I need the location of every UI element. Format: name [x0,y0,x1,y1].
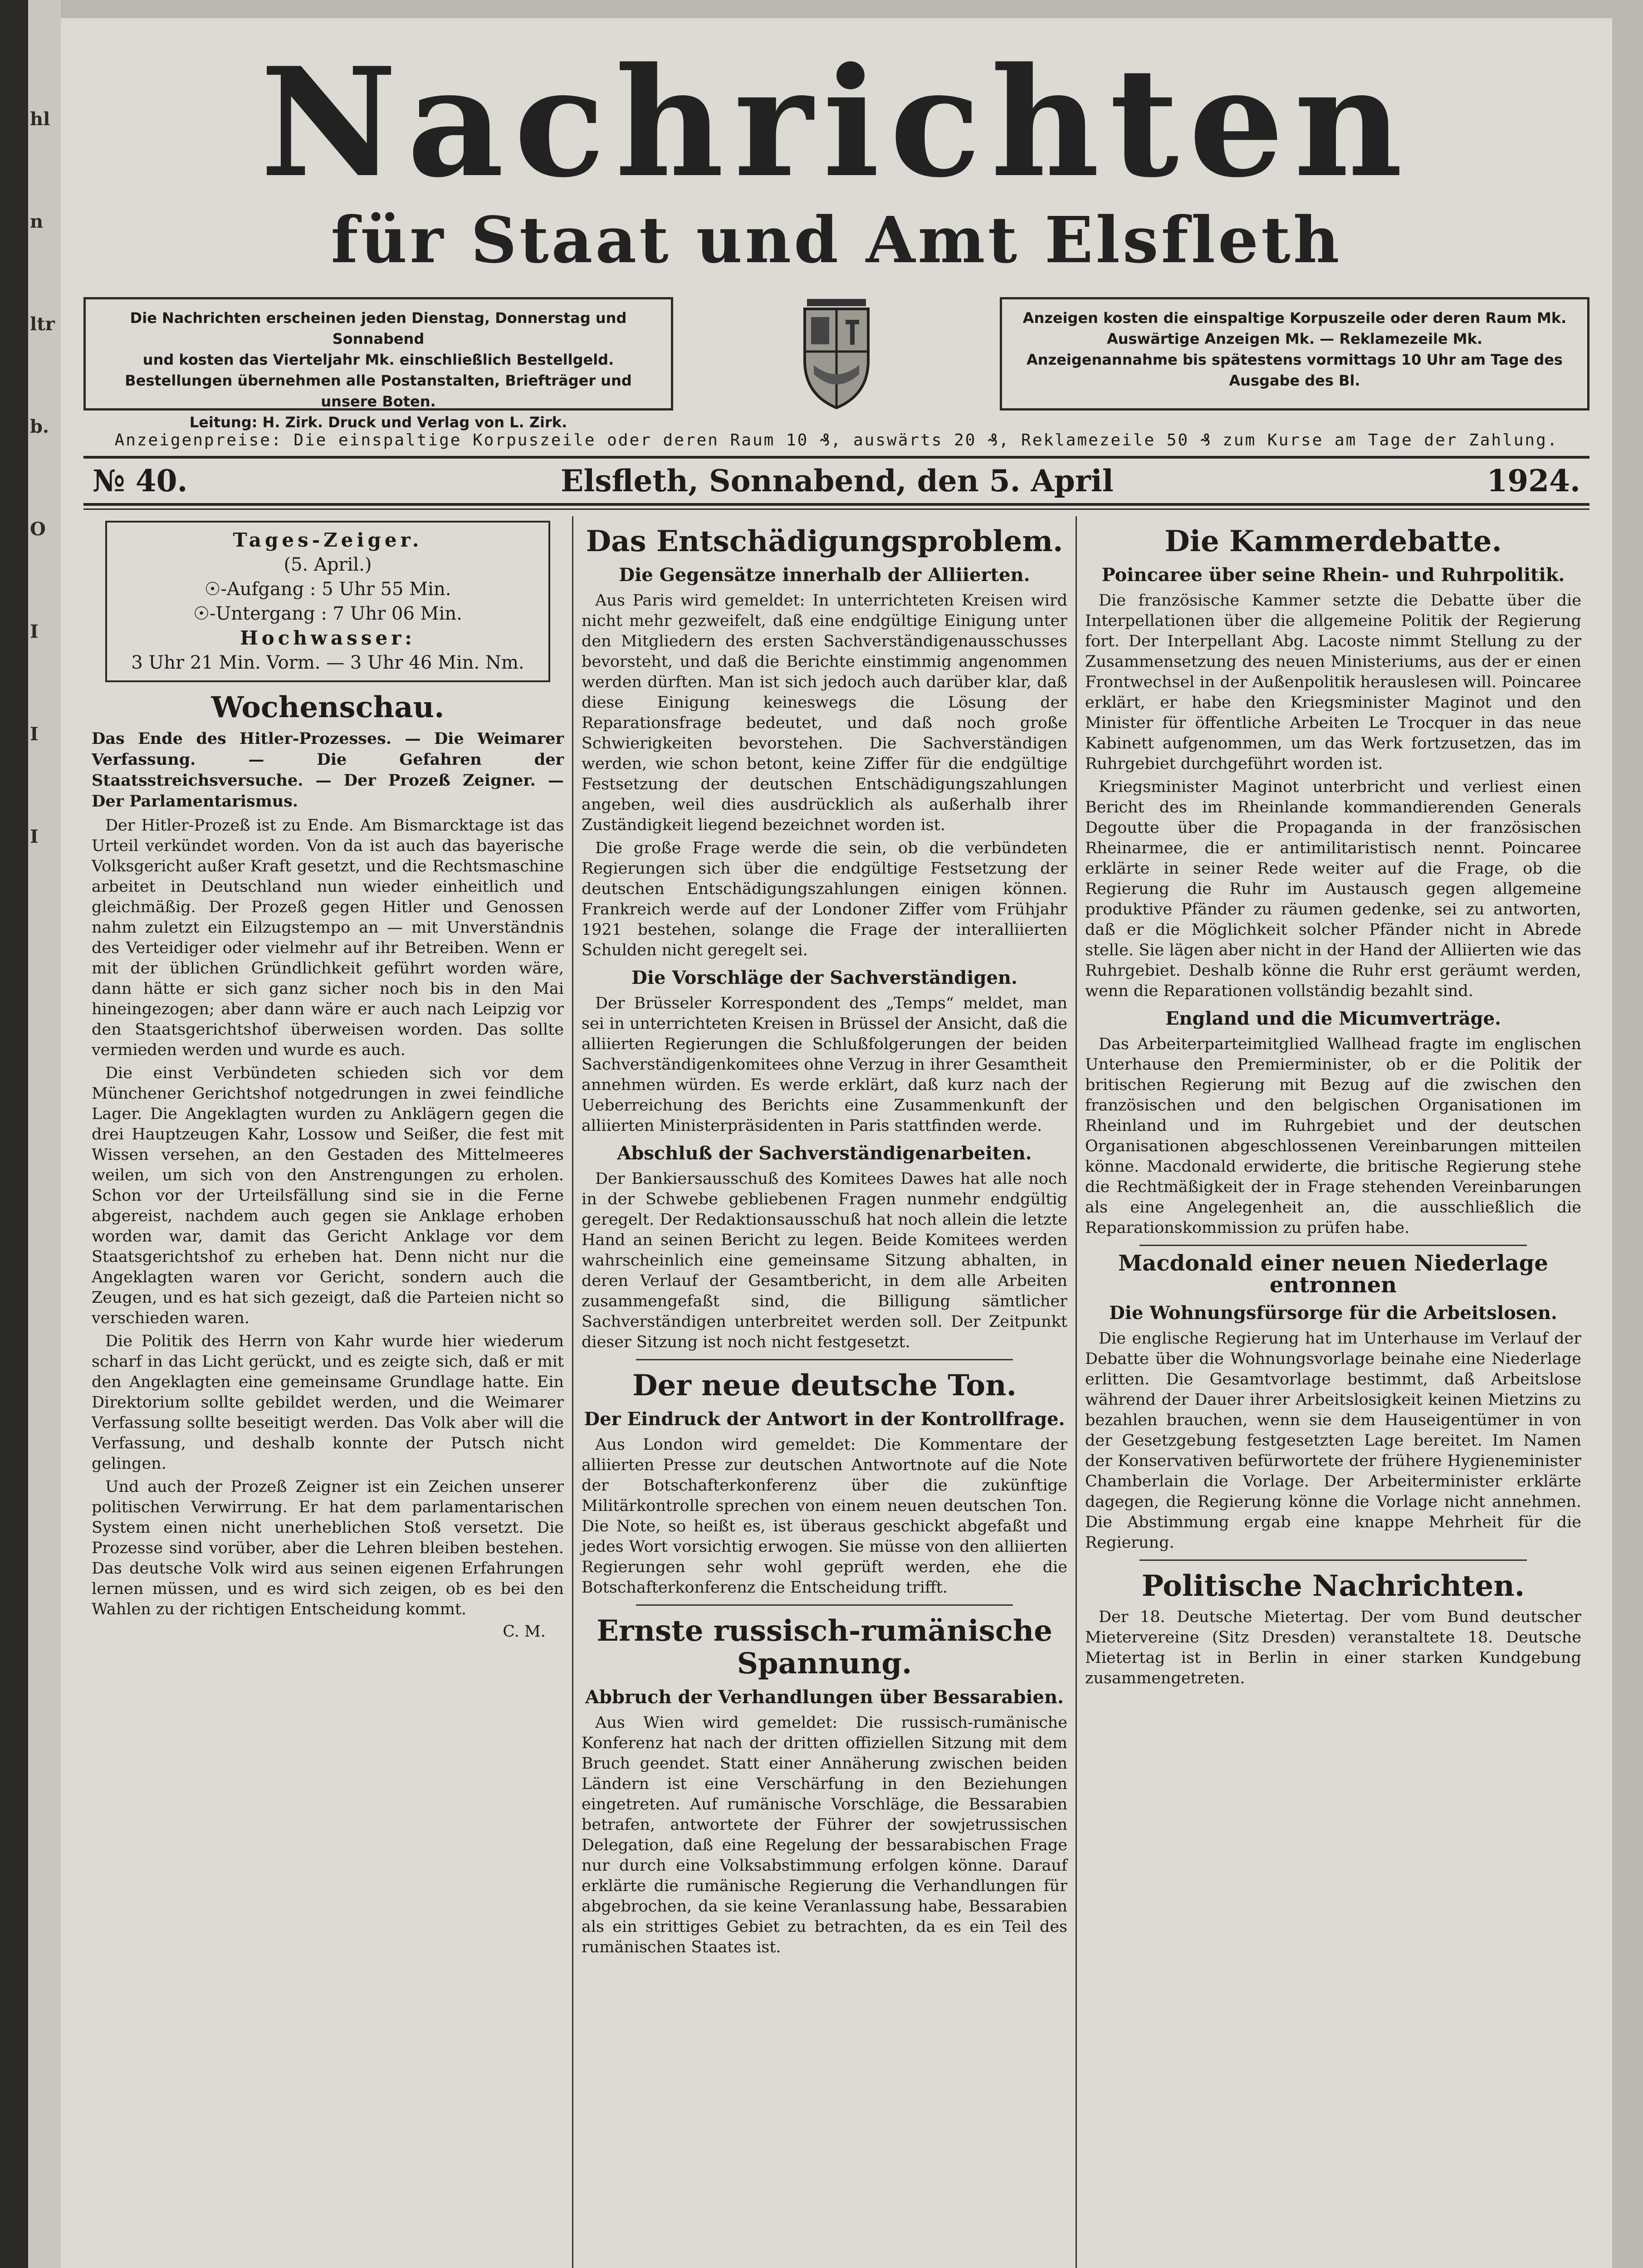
article-subheading: Die Wohnungsfürsorge für die Arbeitslosen. [1109,1302,1557,1324]
article-paragraph: Die englische Regierung hat im Unterhause im Verlauf der Debatte über die Wohnungsvorlage beinahe eine Niederlage erlitten. Die Gesamtvorlage bestimmt, daß Arbeitslose während der Dauer ihrer Arbeitslosigkeit keinen Mietzins zu bezahlen brauchen, wenn sie dem Hauseigentümer in von der Gesetzgebung festgesetzten Lage bereitet. Im Namen der Konservativen befürwortete der frühere Hygieneminister Chamberlain die Vorlage. Der Arbeiterminister erklärte dagegen, die Regierung könne die Vorlage nicht annehmen. Die Abstimmung ergab eine knappe Mehrheit für die Regierung. [1085,1330,1581,1552]
strip-fragment: I [30,621,39,642]
separator [1139,1245,1527,1246]
issue-number: № 40. [93,463,188,499]
article-paragraph: Aus London wird gemeldet: Die Kommentare der alliierten Presse zur deutschen Antwortnote auf die Note der Botschafterkonferenz über die zukünftige Militärkontrolle sprechen von einem neuen deutschen Ton. Die Note, so heißt es, ist überaus geschickt abgefaßt und jedes Wort vorsichtig erwogen. Sie müsse von den alliierten Regierungen sehr wohl geprüft werden, ehe die Botschafterkonferenz die Entscheidung trifft. [582,1436,1067,1597]
article-subheading: Abschluß der Sachverständigenarbeiten. [617,1143,1032,1164]
article-paragraph: Die Politik des Herrn von Kahr wurde hier wiederum scharf in das Licht gerückt, und es zeigte sich, daß er mit den Angeklagten eine gemeinsame Grundlage hatte. Ein Direktorium sollte gebildet werden, und die Weimarer Verfassung sollte beseitigt werden. Das Volk aber will die Verfassung, und deshalb konnte der Putsch nicht gelingen. [92,1332,564,1473]
coat-of-arms-icon [791,293,882,415]
info-line: Ausgabe des Bl. [1229,372,1360,389]
tageszeiger-box [105,521,550,682]
adjacent-page-strip [28,0,61,2268]
advertising-info-box [1000,297,1589,411]
tageszeiger-date: (5. April.) [284,554,372,575]
article-heading: Macdonald einer neuen Niederlage entronnen [1118,1251,1548,1298]
article-paragraph: Der Brüsseler Korrespondent des „Temps“ meldet, man sei in unterrichteten Kreisen in Brüssel der Ansicht, daß die alliierten Regierungen die Schlußfolgerungen der beiden Sachverständigenkomitees ohne Verzug in ihrer Gesamtheit annehmen würden. Es werde erklärt, daß kurz nach der Ueberreichung des Berichts eine Zusammenkunft der alliierten Ministerpräsidenten in Paris stattfinden werde. [582,994,1067,1135]
tageszeiger-title: Tages-Zeiger. [233,529,423,551]
info-line: Leitung: H. Zirk. Druck und Verlag von L. Zirk. [189,414,567,431]
info-line: Bestellungen übernehmen alle Postanstalten, Briefträger und unsere Boten. [125,372,632,410]
strip-fragment: n [30,211,44,232]
info-line: und kosten das Vierteljahr Mk. einschließlich Bestellgeld. [142,351,614,368]
sunrise-time: ☉-Aufgang : 5 Uhr 55 Min. [204,579,451,600]
subscription-info-box [83,297,673,431]
article-paragraph: Die große Frage werde die sein, ob die verbündeten Regierungen sich über die endgültige Festsetzung der deutschen Entschädigungszahlungen einigen können. Frankreich werde auf der Londoner Ziffer vom Frühjahr 1921 bestehen, solange die Frage der interalliierten Schulden nicht geregelt sei. [582,839,1067,959]
article-subheading: Poincaree über seine Rhein- und Ruhrpolitik. [1101,564,1565,586]
article-heading: Der neue deutsche Ton. [632,1369,1017,1403]
article-subheading: England und die Micumverträge. [1165,1008,1501,1029]
article-paragraph: Der Hitler-Prozeß ist zu Ende. Am Bismarcktage ist das Urteil verkündet worden. Von da ist auch das bayerische Volksgericht außer Kraft gesetzt, und die Rechtsmaschine arbeitet in Deutschland nun wieder einheitlich und gleichmäßig. Der Prozeß gegen Hitler und Genossen nahm zuletzt ein Eilzugstempo an — mit Unverständnis des Verteidiger oder vielmehr auf ihr Betreiben. Wenn er mit der üblichen Gründlichkeit geführt worden wäre, dann hätte er sich ganz sicher noch bis in den Mai hineingezogen; aber dann wäre er auch nach Leipzig vor den Staatsgerichtshof überweisen worden. Das sollte vermieden werden und wurde es auch. [92,816,564,1059]
separator [1139,1559,1527,1561]
article-heading: Politische Nachrichten. [1141,1569,1525,1603]
article-paragraph: Die französische Kammer setzte die Debatte über die Interpellationen über die allgemeine Politik der Regierung fort. Der Interpellant Abg. Lacoste nimmt Stellung zu der Zusammensetzung des neuen Ministeriums, aus der er einen Frontwechsel in der Außenpolitik herauslesen will. Poincaree erklärt, er habe den Kriegsminister Maginot und den Minister für öffentliche Arbeiten Le Trocquer in das neue Kabinett aufgenommen, um das Werk fortzusetzen, das im Ruhrgebiet durchgeführt worden ist. [1085,591,1581,773]
article-heading: Wochenschau. [211,690,445,724]
article-lead: Das Ende des Hitler-Prozesses. — Die Weimarer Verfassung. — Die Gefahren der Staatsstreichsversuche. — Der Prozeß Zeigner. — Der Parlamentarismus. [92,729,564,811]
dateline-rule [83,503,1589,506]
article-paragraph: Kriegsminister Maginot unterbricht und verliest einen Bericht des im Rheinlande kommandierenden Generals Degoutte über die Propaganda in der französischen Rheinarmee, die er antimilitaristisch nennt. Poincaree erklärte in seiner Rede weiter auf die Frage, ob die Regierung die Ruhr im Austausch gegen allgemeine produktive Pfänder zu räumen gedenke, sei zu antworten, daß er die Möglichkeit solcher Pfänder nicht in Abrede stelle. Sie lägen aber nicht in der Hand der Alliierten wie das Ruhrgebiet. Deshalb könne die Ruhr erst geräumt werden, wenn die Reparationen vollständig bezahlt sind. [1085,778,1581,1000]
article-subheading: Abbruch der Verhandlungen über Bessarabien. [585,1686,1064,1708]
dateline-rule-thin [83,508,1589,510]
separator [636,1359,1013,1360]
masthead [83,34,1589,278]
article-paragraph: Der Bankiersausschuß des Komitees Dawes hat alle noch in der Schwebe gebliebenen Fragen nunmehr endgültig geregelt. Der Redaktionsausschuß hat noch allein die letzte Hand an seinen Bericht zu legen. Beide Komitees werden wahrscheinlich eine gemeinsame Sitzung abhalten, in deren Verlauf der Gesamtbericht, in dem alle Arbeiten zusammengefaßt sind, die Billigung sämtlicher Sachverständigen unterbreitet werden soll. Der Zeitpunkt dieser Sitzung ist noch nicht festgesetzt. [582,1170,1067,1351]
strip-fragment: O [30,518,46,540]
info-line: Anzeigenannahme bis spätestens vormittags 10 Uhr am Tage des [1027,351,1563,368]
newspaper-title: Nachrichten [260,34,1413,210]
article-paragraph: Aus Wien wird gemeldet: Die russisch-rumänische Konferenz hat nach der dritten offiziellen Sitzung mit dem Bruch geendet. Statt einer Annäherung zwischen beiden Ländern ist eine Verschärfung in den Beziehungen eingetreten. Auf rumänische Vorschläge, die Bessarabien betrafen, antwortete der Führer der sowjetrussischen Delegation, daß eine Regelung der bessarabischen Frage nur durch eine Volksabstimmung erfolgen könne. Darauf erklärte die rumänische Regierung die Verhandlungen für abgebrochen, da sie keine Veranlassung habe, Bessarabien als ein strittiges Gebiet zu betrachten, da es ein Teil des rumänischen Staates ist. [582,1714,1067,1956]
dateline [83,459,1589,503]
article-columns [83,516,1589,2268]
newspaper-page [61,18,1612,2268]
tide-title: Hochwasser: [240,627,416,649]
article-subheading: Die Gegensätze innerhalb der Alliierten. [619,564,1030,586]
column-1 [83,516,573,2268]
place-date: Elsfleth, Sonnabend, den 5. April [561,463,1114,499]
strip-fragment: ltr [30,313,55,335]
article-paragraph: Die einst Verbündeten schieden sich vor dem Münchener Gerichtshof notgedrungen in zwei feindliche Lager. Die Angeklagten wurden zu Anklägern gegen die drei Hauptzeugen Kahr, Lossow und Seißer, die fest mit Wissen versehen, an den Gestaden des Mittelmeeres weilen, um sich von den Anstrengungen zu erholen. Schon vor der Urteilsfällung sind sie in die Ferne abgereist, nachdem auch gegen sie Anklage erhoben worden war, damit das Gericht Anklage vor dem Staatsgerichtshof zu erheben hat. Denn nicht nur die Angeklagten waren vor Gericht, sondern auch die Zeugen, und es hat sich gezeigt, daß die Parteien nicht so verschieden waren. [92,1064,564,1327]
article-paragraph: Aus Paris wird gemeldet: In unterrichteten Kreisen wird nicht mehr gezweifelt, daß eine endgültige Einigung unter den Mitgliedern des ersten Sachverständigenausschusses bevorsteht, und daß die Berichte einstimmig angenommen werden dürften. Man ist sich jedoch auch darüber klar, daß diese Einigung keineswegs die Lösung der Reparationsfrage bedeutet, und daß noch große Schwierigkeiten bevorstehen. Die Sachverständigen werden, wie schon betont, keine Ziffer für die endgültige Festsetzung der deutschen Entschädigungszahlungen angeben, weil dies ausdrücklich als außerhalb ihrer Zuständigkeit liegend bezeichnet worden ist. [582,591,1067,834]
tide-times: 3 Uhr 21 Min. Vorm. — 3 Uhr 46 Min. Nm. [131,652,524,673]
article-signature: C. M. [503,1623,546,1641]
article-paragraph: Und auch der Prozeß Zeigner ist ein Zeichen unserer politischen Verwirrung. Er hat dem parlamentarischen System einen nicht unerheblichen Stoß versetzt. Die Prozesse sind vorüber, aber die Lehren bleiben bestehen. Das deutsche Volk wird aus seinen eigenen Erfahrungen lernen müssen, und es wird sich zeigen, ob es bei den Wahlen zu der richtigen Entscheidung kommt. [92,1478,564,1618]
article-heading: Ernste russisch-rumänische Spannung. [597,1614,1052,1681]
article-subheading: Die Vorschläge der Sachverständigen. [631,967,1017,988]
article-paragraph: Der 18. Deutsche Mietertag. Der vom Bund deutscher Mietervereine (Sitz Dresden) veranstaltete 18. Deutsche Mietertag ist in Berlin in einer starken Kundgebung zusammengetreten. [1085,1608,1581,1687]
issue-year: 1924. [1487,463,1580,499]
info-line: Die Nachrichten erscheinen jeden Dienstag, Donnerstag und Sonnabend [130,309,627,347]
page-edge [0,0,28,2268]
strip-fragment: hl [30,108,50,130]
info-line: Auswärtige Anzeigen Mk. — Reklamezeile Mk. [1106,330,1483,347]
strip-fragment: b. [30,416,49,437]
article-paragraph: Das Arbeiterparteimitglied Wallhead fragte im englischen Unterhause den Premierminister, ob er die Politik der britischen Regierung mit Bezug auf die zwischen den französischen und den belgischen Organisationen im Rheinland und im Ruhrgebiet und der deutschen Organisationen abgeschlossenen Vereinbarungen mitteilen könne. Macdonald erwiderte, die britische Regierung stehe die Rechtmäßigkeit der in Frage stehenden Vereinbarungen als eine Angelegenheit an, die ausschließlich die Reparationskommission zu prüfen habe. [1085,1035,1581,1237]
column-3 [1077,516,1589,2268]
article-heading: Die Kammerdebatte. [1164,524,1502,558]
sunset-time: ☉-Untergang : 7 Uhr 06 Min. [193,603,462,624]
column-2 [573,516,1077,2268]
strip-fragment: I [30,826,39,847]
info-line: Anzeigen kosten die einspaltige Korpuszeile oder deren Raum Mk. [1022,309,1567,327]
article-heading: Das Entschädigungsproblem. [586,524,1063,558]
article-subheading: Der Eindruck der Antwort in der Kontrollfrage. [584,1408,1065,1430]
separator [636,1604,1013,1606]
strip-fragment: I [30,723,39,745]
header-row [83,286,1589,431]
newspaper-subtitle: für Staat und Amt Elsfleth [331,203,1342,278]
ad-price-line: Anzeigenpreise: Die einspaltige Korpuszeile oder deren Raum 10 ₰, auswärts 20 ₰, Reklamezeile 50 ₰ zum Kurse am Tage der Zahlung. [114,431,1559,450]
